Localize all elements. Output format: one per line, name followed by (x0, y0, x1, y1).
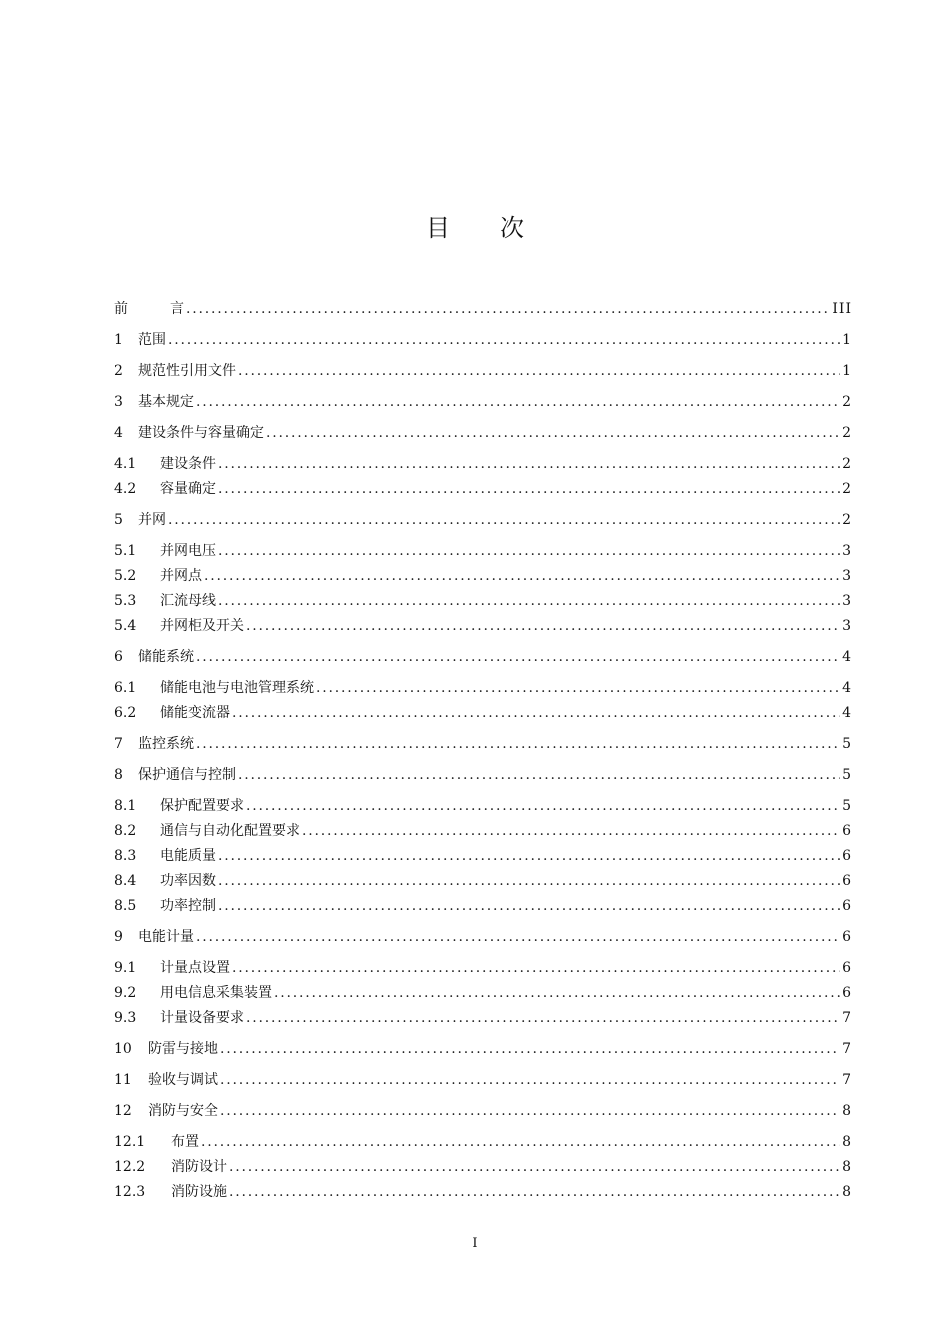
toc-entry-label: 建设条件 (160, 456, 216, 472)
toc-entry-page: 4 (842, 705, 852, 721)
toc-entry-label: 防雷与接地 (148, 1041, 218, 1057)
toc-entry-page: 2 (842, 425, 852, 441)
toc-dot-leader (218, 871, 840, 891)
toc-entry-number: 2 (114, 363, 123, 379)
toc-entry-number: 9.1 (114, 960, 137, 976)
toc-subentry[interactable] (114, 796, 852, 816)
toc-subentry[interactable] (114, 1008, 852, 1028)
toc-entry-preface[interactable] (114, 299, 852, 319)
toc-dot-leader (238, 765, 840, 785)
toc-entry[interactable] (114, 1039, 852, 1059)
toc-entry-number: 5.1 (114, 543, 137, 559)
toc-entry-page: III (832, 301, 852, 317)
toc-entry-page: 3 (842, 568, 852, 584)
toc-entry-label: 监控系统 (138, 736, 194, 752)
toc-entry-page: 4 (842, 649, 852, 665)
toc-entry-label: 功率控制 (160, 898, 216, 914)
toc-entry-number: 5 (114, 512, 123, 528)
toc-dot-leader (218, 896, 840, 916)
toc-entry-label: 储能变流器 (160, 705, 230, 721)
toc-entry-label: 保护通信与控制 (138, 767, 236, 783)
toc-entry-number: 8.4 (114, 873, 137, 889)
toc-dot-leader (266, 423, 840, 443)
toc-entry-page: 5 (842, 798, 852, 814)
toc-entry-number: 4 (114, 425, 123, 441)
toc-entry-label: 电能质量 (160, 848, 216, 864)
toc-dot-leader (302, 821, 840, 841)
toc-entry-label: 功率因数 (160, 873, 216, 889)
toc-subentry[interactable] (114, 846, 852, 866)
toc-entry-number: 6.1 (114, 680, 137, 696)
toc-subentry[interactable] (114, 454, 852, 474)
toc-subentry[interactable] (114, 896, 852, 916)
toc-dot-leader (201, 1132, 840, 1152)
toc-subentry[interactable] (114, 479, 852, 499)
toc-dot-leader (220, 1070, 840, 1090)
toc-subentry[interactable] (114, 591, 852, 611)
toc-dot-leader (196, 392, 840, 412)
toc-entry-number: 9.3 (114, 1010, 137, 1026)
toc-entry[interactable] (114, 647, 852, 667)
toc-entry-page: 2 (842, 481, 852, 497)
toc-subentry[interactable] (114, 958, 852, 978)
toc-entry-label: 规范性引用文件 (138, 363, 236, 379)
toc-entry-label: 用电信息采集装置 (160, 985, 272, 1001)
toc-entry-label: 并网 (138, 512, 166, 528)
toc-entry-label: 布置 (171, 1134, 199, 1150)
toc-entry[interactable] (114, 423, 852, 443)
toc-subentry[interactable] (114, 566, 852, 586)
toc-entry-page: 1 (842, 332, 852, 348)
toc-entry[interactable] (114, 392, 852, 412)
toc-entry-page: 6 (842, 873, 852, 889)
toc-entry-number: 12 (114, 1103, 132, 1119)
toc-entry-label: 范围 (138, 332, 166, 348)
toc-dot-leader (246, 1008, 840, 1028)
toc-subentry[interactable] (114, 541, 852, 561)
toc-entry-label: 消防设计 (171, 1159, 227, 1175)
toc-title (0, 210, 950, 246)
toc-dot-leader (218, 591, 840, 611)
toc-entry-label: 并网点 (160, 568, 202, 584)
toc-subentry[interactable] (114, 678, 852, 698)
toc-entry-number: 5.4 (114, 618, 137, 634)
toc-subentry[interactable] (114, 703, 852, 723)
page-number: I (472, 1236, 478, 1251)
toc-entry-page: 5 (842, 736, 852, 752)
toc-subentry[interactable] (114, 983, 852, 1003)
toc-entry-page: 8 (842, 1159, 852, 1175)
toc-entry-page: 8 (842, 1134, 852, 1150)
toc-subentry[interactable] (114, 616, 852, 636)
toc-entry-number: 4.2 (114, 481, 137, 497)
toc-entry-label: 保护配置要求 (160, 798, 244, 814)
toc-dot-leader (316, 678, 840, 698)
toc-dot-leader (220, 1101, 840, 1121)
toc-dot-leader (196, 927, 840, 947)
toc-entry-page: 4 (842, 680, 852, 696)
toc-dot-leader (186, 299, 830, 319)
toc-entry-page: 8 (842, 1184, 852, 1200)
toc-entry-page: 1 (842, 363, 852, 379)
toc-entry[interactable] (114, 927, 852, 947)
toc-subentry[interactable] (114, 1182, 852, 1202)
toc-dot-leader (220, 1039, 840, 1059)
toc-entry-page: 7 (842, 1010, 852, 1026)
toc-dot-leader (246, 796, 840, 816)
toc-entry-page: 6 (842, 985, 852, 1001)
toc-dot-leader (168, 330, 840, 350)
toc-dot-leader (204, 566, 840, 586)
toc-entry-label: 言 (170, 301, 184, 317)
toc-entry-number: 7 (114, 736, 123, 752)
toc-entry-label: 汇流母线 (160, 593, 216, 609)
toc-entry-label: 消防与安全 (148, 1103, 218, 1119)
toc-dot-leader (232, 958, 840, 978)
toc-entry-page: 6 (842, 960, 852, 976)
toc-entry[interactable] (114, 765, 852, 785)
toc-entry-number: 9.2 (114, 985, 137, 1001)
toc-entry[interactable] (114, 330, 852, 350)
toc-entry-label: 并网电压 (160, 543, 216, 559)
toc-dot-leader (218, 541, 840, 561)
toc-entry-page: 3 (842, 593, 852, 609)
toc-entry-label: 消防设施 (171, 1184, 227, 1200)
toc-entry-page: 6 (842, 929, 852, 945)
toc-entry-number: 12.2 (114, 1159, 146, 1175)
toc-entry[interactable] (114, 510, 852, 530)
title-char-1: 目 (426, 214, 450, 242)
toc-entry-label: 储能系统 (138, 649, 194, 665)
toc-entry-label: 容量确定 (160, 481, 216, 497)
toc-entry-number: 6.2 (114, 705, 137, 721)
toc-entry-page: 7 (842, 1041, 852, 1057)
toc-dot-leader (274, 983, 840, 1003)
toc-entry-page: 2 (842, 394, 852, 410)
toc-entry-number: 8.5 (114, 898, 137, 914)
toc-entry-label: 计量设备要求 (160, 1010, 244, 1026)
toc-entry-number: 8.2 (114, 823, 137, 839)
toc-entry-page: 5 (842, 767, 852, 783)
toc-entry-number: 5.2 (114, 568, 137, 584)
toc-entry[interactable] (114, 361, 852, 381)
toc-entry-number: 8 (114, 767, 123, 783)
toc-entry-number: 10 (114, 1041, 132, 1057)
toc-entry-number: 前 (114, 301, 128, 317)
toc-entry-page: 2 (842, 512, 852, 528)
toc-entry-number: 6 (114, 649, 123, 665)
toc-entry-label: 并网柜及开关 (160, 618, 244, 634)
toc-entry-label: 通信与自动化配置要求 (160, 823, 300, 839)
toc-entry[interactable] (114, 734, 852, 754)
toc-entry-label: 计量点设置 (160, 960, 230, 976)
toc-dot-leader (229, 1157, 840, 1177)
toc-entry-page: 2 (842, 456, 852, 472)
toc-entry-label: 电能计量 (138, 929, 194, 945)
toc-entry-page: 6 (842, 898, 852, 914)
toc-entry-number: 11 (114, 1072, 132, 1088)
toc-entry-label: 建设条件与容量确定 (138, 425, 264, 441)
title-char-2: 次 (500, 214, 524, 242)
toc-subentry[interactable] (114, 1157, 852, 1177)
toc-entry[interactable] (114, 1101, 852, 1121)
toc-dot-leader (246, 616, 840, 636)
toc-dot-leader (232, 703, 840, 723)
toc-dot-leader (229, 1182, 840, 1202)
toc-entry-number: 12.3 (114, 1184, 146, 1200)
toc-entry-label: 验收与调试 (148, 1072, 218, 1088)
toc-entry-label: 储能电池与电池管理系统 (160, 680, 314, 696)
toc-dot-leader (168, 510, 840, 530)
toc-entry-number: 8.1 (114, 798, 137, 814)
toc-entry[interactable] (114, 1070, 852, 1090)
toc-entry-page: 6 (842, 823, 852, 839)
toc-entry-number: 8.3 (114, 848, 137, 864)
toc-entry-label: 基本规定 (138, 394, 194, 410)
toc-entry-page: 6 (842, 848, 852, 864)
toc-entry-number: 4.1 (114, 456, 137, 472)
toc-subentry[interactable] (114, 821, 852, 841)
toc-subentry[interactable] (114, 871, 852, 891)
toc-entry-number: 1 (114, 332, 123, 348)
toc-entry-number: 5.3 (114, 593, 137, 609)
toc-dot-leader (218, 454, 840, 474)
toc-entry-page: 3 (842, 543, 852, 559)
toc-entry-number: 3 (114, 394, 123, 410)
toc-entry-page: 7 (842, 1072, 852, 1088)
toc-dot-leader (196, 647, 840, 667)
toc-dot-leader (218, 479, 840, 499)
toc-dot-leader (218, 846, 840, 866)
toc-dot-leader (196, 734, 840, 754)
toc-entry-number: 9 (114, 929, 123, 945)
toc-entry-number: 12.1 (114, 1134, 146, 1150)
toc-entry-page: 8 (842, 1103, 852, 1119)
toc-entry-page: 3 (842, 618, 852, 634)
toc-dot-leader (238, 361, 840, 381)
toc-subentry[interactable] (114, 1132, 852, 1152)
